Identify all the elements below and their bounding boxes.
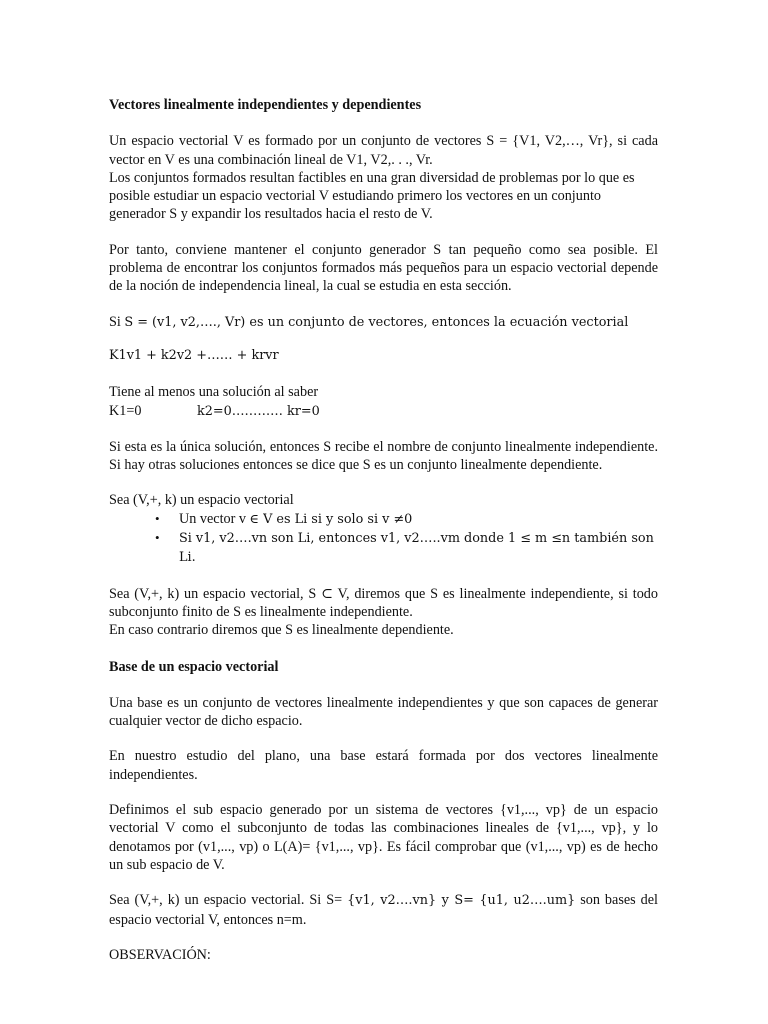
paragraph-text: son bases del espacio vectorial V, entonces n=m.: [109, 892, 658, 928]
list-item-math: ∈ V es Li si y solo si v ≠0: [249, 511, 413, 527]
bullet-icon: •: [155, 510, 160, 526]
paragraph-text: Tiene al menos una solución al saber: [109, 384, 319, 401]
math-text: S = (v1, v2,…., Vr) es un conjunto de vectores, entonces la: [124, 314, 506, 330]
document-page: [109, 96, 658, 981]
paragraph-small-generator: [109, 241, 658, 296]
paragraph-text: Si esta es la única solución, entonces S recibe el nombre de conjunto linealmente independiente. Si hay otras soluciones entonces se dice que S es un conjunto linealmente dependiente.: [109, 438, 658, 474]
list-item-text: Un vector v: [179, 510, 250, 527]
paragraph-text: Sea (V,+, k) un espacio vectorial. Si S=: [109, 892, 348, 909]
solution-rest: k2=0………… kr=0: [197, 403, 320, 419]
paragraph-text: Por tanto, conviene mantener el conjunto generador S tan pequeño como sea posible. El problema de encontrar los conjuntos formados más pequeños para un espacio vectorial depende de la noción de independencia lineal, la cual se estudia en esta sección.: [109, 241, 658, 295]
paragraph-text: Un espacio vectorial V es formado por un conjunto de vectores S = {V1, V2,…, Vr}, si cada vector en V es una combinación lineal de V1, V2,. . ., Vr.: [109, 133, 658, 168]
paragraph-bases-equal-size: [109, 891, 658, 929]
list-item: [109, 510, 658, 529]
solution-row: [109, 402, 658, 421]
properties-list: [109, 510, 658, 568]
solution-k1: K1=0: [109, 402, 142, 419]
bullet-icon: •: [155, 530, 160, 546]
paragraph-let-v: Sea (V,+, k) un espacio vectorial: [109, 492, 294, 509]
paragraph-text: Si: [109, 313, 125, 330]
paragraph-generated-subspace: Definimos el sub espacio generado por un sistema de vectores {v1,..., vp} de un espacio vectorial V como el subconjunto de todas las combinaciones lineales de {v1,..., vp}, y lo denotamos por (v1,..., vp) o L(A)= {v1,..., vp}. Es fácil comprobar que (v1,..., vp) es de hecho un sub espacio de V.: [109, 802, 658, 873]
paragraph-text: Los conjuntos formados resultan factibles en una gran diversidad de problemas por lo que es posible estudiar un espacio vectorial V estudiando primero los vectores en un conjunto generador S y expandir los resultados hacia el resto de V.: [109, 169, 635, 223]
paragraph-trivial-solution: [109, 383, 658, 421]
paragraph-text: Sea (V,+, k) un espacio vectorial, S ⊂ V, diremos que S es linealmente independiente, si todo subconjunto finito de S es linealmente independiente.: [109, 585, 658, 620]
paragraph-set-s: [109, 313, 658, 332]
paragraph-plane-basis: En nuestro estudio del plano, una base estará formada por dos vectores linealmente independientes.: [109, 748, 658, 783]
observation-label: OBSERVACIÓN:: [109, 946, 211, 963]
paragraph-subset-definition: [109, 585, 658, 622]
list-item-math: Si v1, v2….vn son Li, entonces v1, v2…..vm donde 1 ≤ m ≤n también son Li.: [179, 531, 654, 566]
list-item: [109, 529, 658, 568]
paragraph-generator-sets: [109, 169, 658, 224]
paragraph-dependent-otherwise: En caso contrario diremos que S es linealmente dependiente.: [109, 622, 454, 639]
section-title-independence: Vectores linealmente independientes y dependientes: [109, 97, 422, 113]
math-text: ecuación vectorial: [505, 314, 629, 330]
math-text: {v1, v2….vn} y S= {u1, u2….um}: [347, 893, 576, 909]
section-title-basis: Base de un espacio vectorial: [109, 658, 279, 675]
paragraph-basis-definition: Una base es un conjunto de vectores linealmente independientes y que son capaces de generar cualquier vector de dicho espacio.: [109, 694, 658, 730]
vector-equation: K1v1 + k2v2 +…… + krvr: [109, 347, 279, 363]
paragraph-vector-space-definition: [109, 132, 658, 169]
paragraph-independence-definition: [109, 438, 658, 475]
